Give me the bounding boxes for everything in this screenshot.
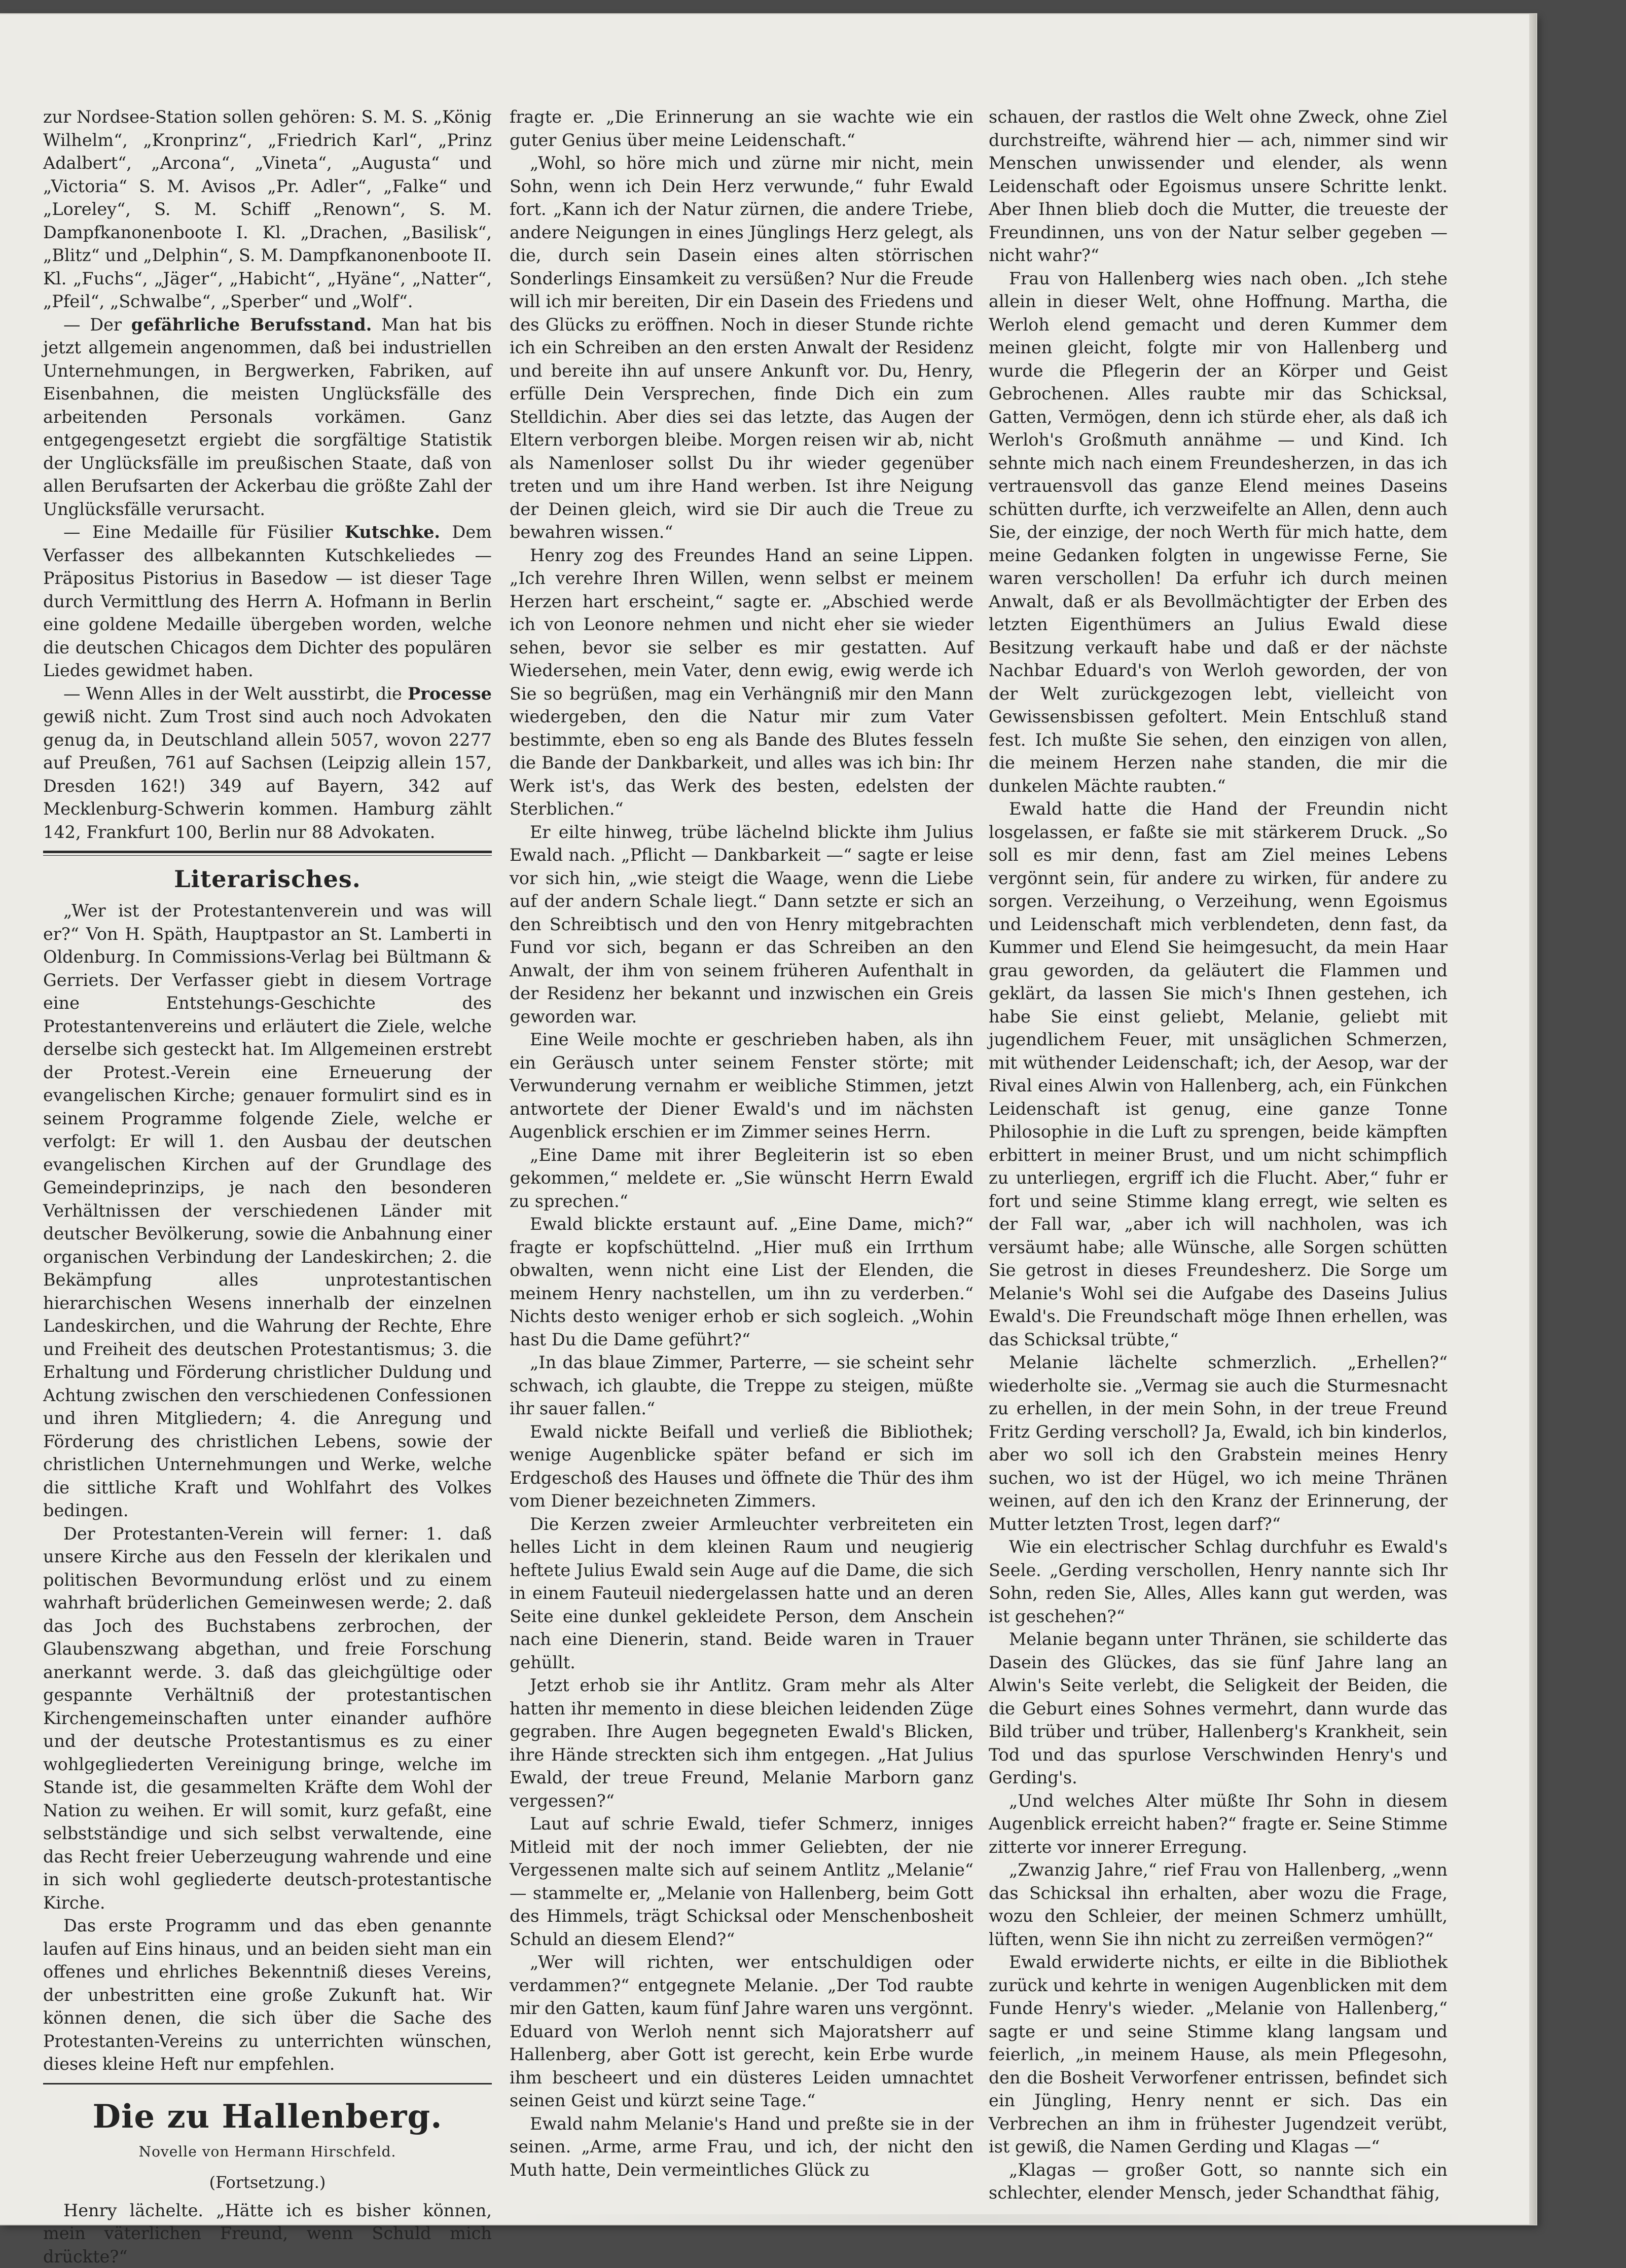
- literature-heading: Literarisches.: [43, 864, 492, 894]
- literature-paragraph-2: Der Protestanten-Verein will ferner: 1. daß unsere Kirche aus den Fesseln der klerikalen und politischen Bevormundung erlöst und zu einem wahrhaft brüderlichen Gemeinwesen werde; 2. daß das Joch des Buchstabens zerbrochen, der Glaubenszwang abgethan, und freie Forschung anerkannt werde. 3. daß das gleichgültige oder gespannte Verhältniß der protestantischen Kirchengemeinschaften unter einander aufhöre und der deutsche Protestantismus es zu einer wohlgegliederten Vereinigung bringe, welche im Stande ist, die gesammelten Kräfte dem Wohl der Nation zu weihen. Er will somit, kurz gefaßt, eine selbstständige und sich selbst verwaltende, eine das Recht freier Ueberzeugung wahrende und eine in sich wohl gegliederte deutsch-protestantische Kirche.: [43, 1522, 492, 1915]
- page-edge: [1529, 14, 1536, 2224]
- novel-text-paragraph: Melanie lächelte schmerzlich. „Erhellen?“ wiederholte sie. „Vermag sie auch die Sturmesnacht zu erhellen, in der mein Sohn, in der treue Freund Fritz Gerding verscholl? Ja, Ewald, ich bin kinderlos, aber wo soll ich den Grabstein meines Henry suchen, wo ist der Hügel, wo ich meine Thränen weinen, auf den ich den Kranz der Erinnerung, der Mutter letzten Trost, legen darf?“: [989, 1351, 1448, 1535]
- profession-paragraph: [43, 313, 492, 521]
- novel-continuation: (Fortsetzung.): [43, 2170, 492, 2195]
- medal-headline: Kutschke.: [345, 522, 440, 542]
- advocates-headline: Processe: [408, 684, 492, 704]
- novel-text-paragraph: Frau von Hallenberg wies nach oben. „Ich stehe allein in dieser Welt, ohne Hoffnung. Martha, die Werloh elend gemacht und deren Kummer dem meinen gleicht, folgte mir von Hallenberg und wurde die Pflegerin der an Körper und Geist Gebrochenen. Alles raubte mir das Schicksal, Gatten, Vermögen, denn ich stürde eher, als daß ich Werloh's Großmuth annähme — und Kind. Ich sehnte mich nach einem Freundesherzen, in das ich vertrauensvoll das ganze Elend meines Daseins schütten durfte, ich verzweifelte an Allen, denn auch Sie, der einzige, der noch Werth für mich hatte, dem meine Gedanken folgten in ungewisse Ferne, Sie waren verschollen! Da erfuhr ich durch meinen Anwalt, daß er als Bevollmächtigter der Erben des letzten Eigenthümers an Julius Ewald diese Besitzung verkauft habe und daß er der nächste Nachbar Eduard's von Werloh geworden, der von der Welt zurückgezogen lebt, vielleicht von Gewissensbissen gefoltert. Mein Entschluß stand fest. Ich mußte Sie sehen, den einzigen von allen, die meinem Herzen nahe standen, die mir die dunkelen Mächte raubten.“: [989, 267, 1448, 798]
- print-smudge: [512, 2214, 1475, 2223]
- medal-lead: — Eine Medaille für Füsilier: [63, 522, 333, 542]
- medal-text: Dem Verfasser des allbekannten Kutschkeliedes — Präpositus Pistorius in Basedow — ist dieser Tage durch Vermittlung des Herrn A. Hofmann in Berlin eine goldene Medaille übergeben worden, welche die deutschen Chicagos dem Dichter des populären Liedes gewidmet haben.: [43, 522, 492, 680]
- novel-title: Die zu Hallenberg.: [43, 2097, 492, 2137]
- novel-text-paragraph: Eine Weile mochte er geschrieben haben, als ihn ein Geräusch unter seinem Fenster störte; mit Verwunderung vernahm er weibliche Stimmen, jetzt antwortete der Diener Ewald's und im nächsten Augenblick erschien er im Zimmer seines Herrn.: [510, 1028, 973, 1144]
- novel-text-paragraph: „Und welches Alter müßte Ihr Sohn in diesem Augenblick erreicht haben?“ fragte er. Seine Stimme zitterte vor innerer Erregung.: [989, 1789, 1448, 1859]
- advocates-lead: — Wenn Alles in der Welt ausstirbt, die: [63, 684, 402, 704]
- newspaper-page: [0, 14, 1536, 2224]
- novel-text-paragraph: „Eine Dame mit ihrer Begleiterin ist so eben gekommen,“ meldete er. „Sie wünscht Herrn Ewald zu sprechen.“: [510, 1144, 973, 1213]
- advocates-text: gewiß nicht. Zum Trost sind auch noch Advokaten genug da, in Deutschland allein 5057, wovon 2277 auf Preußen, 761 auf Sachsen (Leipzig allein 157, Dresden 162!) 349 auf Bayern, 342 auf Mecklenburg-Schwerin kommen. Hamburg zählt 142, Frankfurt 100, Berlin nur 88 Advokaten.: [43, 707, 492, 842]
- novel-text-paragraph: Ewald blickte erstaunt auf. „Eine Dame, mich?“ fragte er kopfschüttelnd. „Hier muß ein Irrthum obwalten, wenn nicht eine List der Elenden, die meinem Henry nachstellen, um ihn zu verderben.“ Nichts desto weniger erhob er sich sogleich. „Wohin hast Du die Dame geführt?“: [510, 1213, 973, 1351]
- novel-text-paragraph: „In das blaue Zimmer, Parterre, — sie scheint sehr schwach, ich glaubte, die Treppe zu steigen, müßte ihr sauer fallen.“: [510, 1351, 973, 1420]
- medal-paragraph: [43, 521, 492, 682]
- novel-byline: Novelle von Hermann Hirschfeld.: [43, 2141, 492, 2163]
- novel-text-paragraph: „Klagas — großer Gott, so nannte sich ein schlechter, elender Mensch, jeder Schandthat fähig,: [989, 2159, 1448, 2205]
- novel-text-paragraph: Ewald nahm Melanie's Hand und preßte sie in der seinen. „Arme, arme Frau, und ich, der nicht den Muth hatte, Dein vermeintliches Glück zu: [510, 2112, 973, 2182]
- novel-text-paragraph: Jetzt erhob sie ihr Antlitz. Gram mehr als Alter hatten ihr memento in diese bleichen leidenden Züge gegraben. Ihre Augen begegneten Ewald's Blicken, ihre Hände streckten sich ihm entgegen. „Hat Julius Ewald, der treue Freund, Melanie Marborn ganz vergessen?“: [510, 1674, 973, 1812]
- novel-text-paragraph: Henry zog des Freundes Hand an seine Lippen. „Ich verehre Ihren Willen, wenn selbst er meinem Herzen hart erscheint,“ sagte er. „Abschied werde ich von Leonore nehmen und nicht eher sie wieder sehen, bevor sie selber es mir gestatten. Auf Wiedersehen, mein Vater, denn ewig, ewig werde ich Sie so begrüßen, mag ein Verhängniß mir den Mann wiedergeben, den die Natur mir zum Vater bestimmte, eben so eng als Bande des Blutes fesseln die Bande der Dankbarkeit, und alles was ich bin: Ihr Werk ist's, das Werk des besten, edelsten der Sterblichen.“: [510, 544, 973, 821]
- literature-paragraph-1: „Wer ist der Protestantenverein und was will er?“ Von H. Späth, Hauptpastor an St. Lamberti in Oldenburg. In Commissions-Verlag bei Bültmann & Gerriets. Der Verfasser giebt in diesem Vortrage eine Entstehungs-Geschichte des Protestantenvereins und erläutert die Ziele, welche derselbe sich gesteckt hat. Im Allgemeinen erstrebt der Protest.-Verein eine Erneuerung der evangelischen Kirche; genauer formulirt sind es in seinem Programme folgende Ziele, welche er verfolgt: Er will 1. den Ausbau der deutschen evangelischen Kirchen auf der Grundlage des Gemeindeprinzips, je nach den besonderen Verhältnissen der verschiedenen Länder mit deutscher Bevölkerung, sowie die Anbahnung einer organischen Verbindung der Landeskirchen; 2. die Bekämpfung alles unprotestantischen hierarchischen Wesens innerhalb der einzelnen Landeskirchen, und die Wahrung der Rechte, Ehre und Freiheit des deutschen Protestantismus; 3. die Erhaltung und Förderung christlicher Duldung und Achtung zwischen den verschiedenen Confessionen und ihren Mitgliedern; 4. die Anregung und Förderung des christlichen Lebens, sowie der christlichen Unternehmungen und Werke, welche die sittliche Kraft und Wohlfahrt des Volkes bedingen.: [43, 899, 492, 1522]
- novel-text-paragraph: „Zwanzig Jahre,“ rief Frau von Hallenberg, „wenn das Schicksal ihn erhalten, aber wozu die Frage, wozu den Schleier, der meinen Schmerz umhüllt, lüften, wenn Sie ihn nicht zu zerreißen vermögen?“: [989, 1858, 1448, 1951]
- novel-text-paragraph: Laut auf schrie Ewald, tiefer Schmerz, inniges Mitleid mit der noch immer Geliebten, der nie Vergessenen malte sich auf seinem Antlitz „Melanie“ — stammelte er, „Melanie von Hallenberg, beim Gott des Himmels, trägt Schicksal oder Menschenbosheit Schuld an diesem Elend?“: [510, 1812, 973, 1951]
- profession-headline: gefährliche Berufsstand.: [131, 315, 372, 335]
- section-divider: [43, 851, 492, 856]
- profession-text: Man hat bis jetzt allgemein angenommen, daß bei industriellen Unternehmungen, in Bergwerken, Fabriken, auf Eisenbahnen, die meisten Unglücksfälle des arbeitenden Personals vorkämen. Ganz entgegengesetzt ergiebt die sorgfältige Statistik der Unglücksfälle im preußischen Staate, daß von allen Berufsarten der Ackerbau die größte Zahl der Unglücksfälle verursacht.: [43, 315, 492, 519]
- novel-text-paragraph: Ewald nickte Beifall und verließ die Bibliothek; wenige Augenblicke später befand er sich im Erdgeschoß des Hauses und öffnete die Thür des ihm vom Diener bezeichneten Zimmers.: [510, 1420, 973, 1513]
- literature-paragraph-3: Das erste Programm und das eben genannte laufen auf Eins hinaus, und an beiden sieht man ein offenes und ehrliches Bekenntniß dieses Vereins, der unbestritten eine große Zukunft hat. Wir können denen, die sich über die Sache des Protestanten-Vereins zu unterrichten wünschen, dieses kleine Heft nur empfehlen.: [43, 1914, 492, 2076]
- novel-paragraph: Henry lächelte. „Hätte ich es bisher können, mein väterlichen Freund, wenn Schuld mich drückte?“: [43, 2199, 492, 2268]
- novel-text-paragraph: Ewald hatte die Hand der Freundin nicht losgelassen, er faßte sie mit stärkerem Druck. „So soll es mir denn, fast am Ziel meines Lebens vergönnt sein, für andere zu wirken, für andere zu sorgen. Verzeihung, o Verzeihung, wenn Egoismus und Leidenschaft mich verblendeten, denn fast, da Kummer und Elend Sie heimgesucht, da mein Haar grau geworden, da geläutert die Flammen und geklärt, da lassen Sie mich's Ihnen gestehen, ich habe Sie einst geliebt, Melanie, geliebt mit jugendlichem Feuer, mit unsäglichen Schmerzen, mit wüthender Leidenschaft; ich, der Aesop, war der Rival eines Alwin von Hallenberg, ach, ein Fünkchen Leidenschaft ist genug, eine ganze Tonne Philosophie in die Luft zu sprengen, beide kämpften erbittert in meiner Brust, und um nicht schimpflich zu unterliegen, ergriff ich die Flucht. Aber,“ fuhr er fort und seine Stimme klang erregt, wie selten es der Fall war, „aber ich will nachholen, was ich versäumt habe; alle Wünsche, alle Sorgen schütten Sie getrost in dieses Freundesherz. Die Sorge um Melanie's Wohl sei die Aufgabe des Daseins Julius Ewald's. Die Freundschaft möge Ihnen erhellen, was das Schicksal trübte,“: [989, 797, 1448, 1351]
- novel-text-paragraph: Wie ein electrischer Schlag durchfuhr es Ewald's Seele. „Gerding verschollen, Henry nannte sich Ihr Sohn, reden Sie, Alles, Alles kann gut werden, was ist geschehen?“: [989, 1535, 1448, 1628]
- novel-text-paragraph: Die Kerzen zweier Armleuchter verbreiteten ein helles Licht in dem kleinen Raum und neugierig heftete Julius Ewald sein Auge auf die Dame, die sich in einem Fauteuil niedergelassen hatte und an deren Seite eine dunkel gekleidete Person, dem Anschein nach eine Dienerin, stand. Beide waren in Trauer gehüllt.: [510, 1513, 973, 1674]
- novel-text-paragraph: Ewald erwiderte nichts, er eilte in die Bibliothek zurück und kehrte in wenigen Augenblicken mit dem Funde Henry's wieder. „Melanie von Hallenberg,“ sagte er und seine Stimme klang langsam und feierlich, „in meinem Hause, als mein Pflegesohn, den die Bosheit Verworfener entrissen, befindet sich ein Jüngling, Henry nennt er sich. Das ein Verbrechen an ihm in frühester Jugendzeit verübt, ist gewiß, die Namen Gerding und Klagas —“: [989, 1951, 1448, 2159]
- novel-text-paragraph: „Wer will richten, wer entschuldigen oder verdammen?“ entgegnete Melanie. „Der Tod raubte mir den Gatten, kaum fünf Jahre waren uns vergönnt. Eduard von Werloh nennt sich Majoratsherr auf Hallenberg, aber Gott ist gerecht, kein Erbe wurde ihm bescheert und ein düsteres Leiden umnachtet seinen Geist und kürzt seine Tage.“: [510, 1951, 973, 2112]
- novel-text-paragraph: Melanie begann unter Thränen, sie schilderte das Dasein des Glückes, das sie fünf Jahre lang an Alwin's Seite verlebt, die Seligkeit der Beiden, die die Geburt eines Sohnes vermehrt, dann wurde das Bild trüber und trüber, Hallenberg's Krankheit, sein Tod und das spurlose Verschwinden Henry's und Gerding's.: [989, 1628, 1448, 1789]
- advocates-paragraph: [43, 682, 492, 844]
- novel-text-paragraph: fragte er. „Die Erinnerung an sie wachte wie ein guter Genius über meine Leidenschaft.“: [510, 105, 973, 152]
- novel-text-paragraph: Er eilte hinweg, trübe lächelnd blickte ihm Julius Ewald nach. „Pflicht — Dankbarkeit —“ sagte er leise vor sich hin, „wie steigt die Waage, wenn die Liebe auf der andern Schale liegt.“ Dann setzte er sich an den Schreibtisch und den von Henry mitgebrachten Fund vor sich, begann er das Schreiben an den Anwalt, der ihm von seinem früheren Aufenthalt in der Residenz her bekannt und inzwischen ein Greis geworden war.: [510, 821, 973, 1029]
- profession-lead: — Der: [63, 315, 122, 335]
- column-middle: [510, 105, 973, 2181]
- column-right: [989, 105, 1448, 2205]
- novel-text-paragraph: schauen, der rastlos die Welt ohne Zweck, ohne Ziel durchstreifte, während hier — ach, nimmer sind wir Menschen unwissender und elender, als wenn Leidenschaft oder Egoismus unsere Schritte lenkt. Aber Ihnen blieb doch die Mutter, die treueste der Freundinnen, uns von der Natur selber gegeben — nicht wahr?“: [989, 105, 1448, 267]
- novel-divider: [43, 2083, 492, 2084]
- navy-station-paragraph: zur Nordsee-Station sollen gehören: S. M. S. „König Wilhelm“, „Kronprinz“, „Friedrich Karl“, „Prinz Adalbert“, „Arcona“, „Vineta“, „Augusta“ und „Victoria“ S. M. Avisos „Pr. Adler“, „Falke“ und „Loreley“, S. M. Schiff „Renown“, S. M. Dampfkanonenboote I. Kl. „Drachen, „Basilisk“, „Blitz“ und „Delphin“, S. M. Dampfkanonenboote II. Kl. „Fuchs“, „Jäger“, „Habicht“, „Hyäne“, „Natter“, „Pfeil“, „Schwalbe“, „Sperber“ und „Wolf“.: [43, 105, 492, 313]
- novel-text-paragraph: „Wohl, so höre mich und zürne mir nicht, mein Sohn, wenn ich Dein Herz verwunde,“ fuhr Ewald fort. „Kann ich der Natur zürnen, die andere Triebe, andere Neigungen in eines Jünglings Herz gelegt, als die, durch sein Dasein eines alten störrischen Sonderlings Einsamkeit zu versüßen? Nur die Freude will ich mir bereiten, Dir ein Dasein des Friedens und des Glücks zu eröffnen. Noch in dieser Stunde richte ich ein Schreiben an den ersten Anwalt der Residenz und bereite ihn auf unsere Ankunft vor. Du, Henry, erfülle Dein Versprechen, finde Dich ein zum Stelldichin. Aber dies sei das letzte, das Augen der Eltern verborgen bleibe. Morgen reisen wir ab, nicht als Namenloser sollst Du ihr wieder gegenüber treten und um ihre Hand werben. Ist ihre Neigung der Deinen gleich, wird sie Dir auch die Treue zu bewahren wissen.“: [510, 152, 973, 544]
- column-left: [43, 105, 492, 2268]
